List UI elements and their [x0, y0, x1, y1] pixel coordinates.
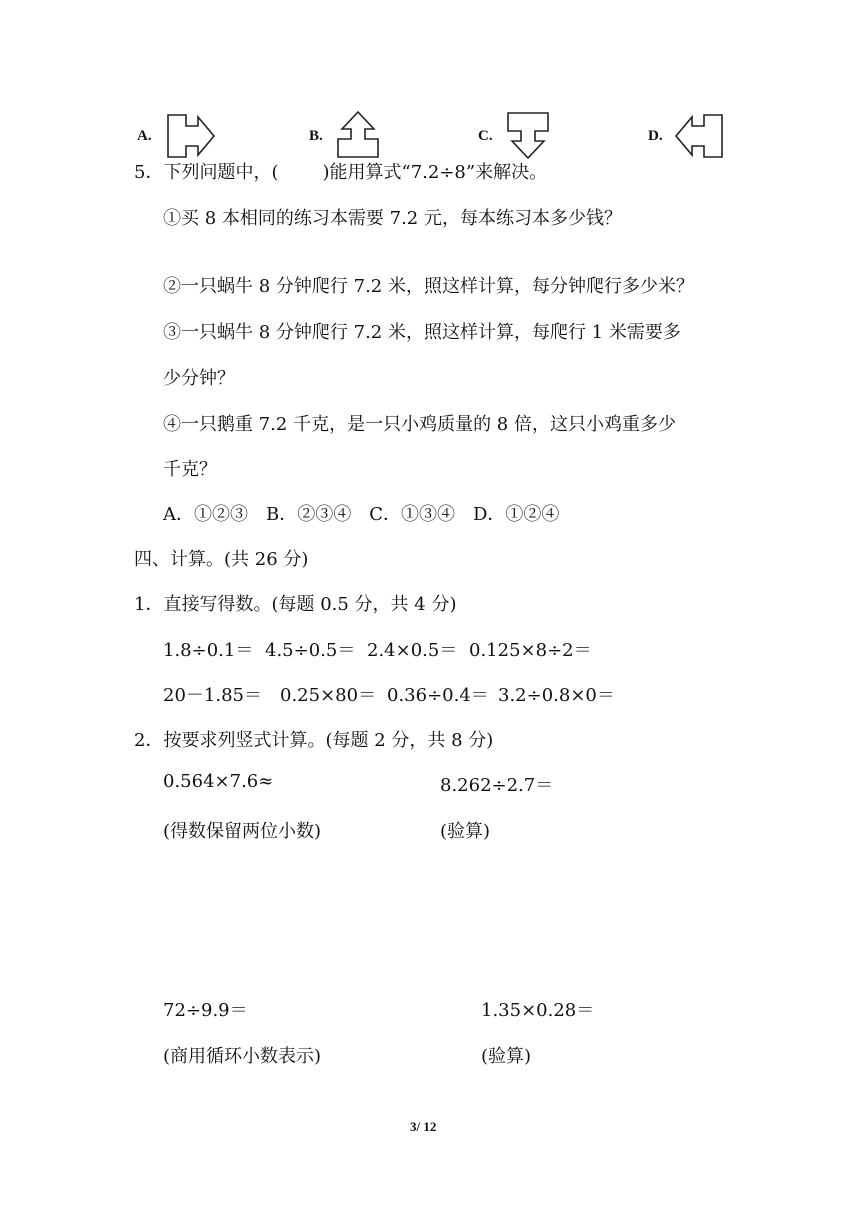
calc-q1-expr-3: 2.4×0.5＝: [367, 640, 458, 661]
calc-q1-expr-5: 20－1.85＝: [163, 685, 262, 706]
calc-q2-note-2: (验算): [440, 821, 491, 842]
question-5-stem-before: 5．下列问题中，(: [134, 162, 279, 183]
calc-q2-note-1: (得数保留两位小数): [163, 821, 322, 842]
option-b-label: B.: [309, 128, 323, 144]
calc-q2-expr-2: 8.262÷2.7＝: [440, 775, 554, 796]
down-arrow-shape-icon: [504, 111, 552, 161]
calc-q1-expr-8: 3.2÷0.8×0＝: [498, 685, 615, 706]
question-5-item-3-line-1: ③一只蜗牛 8 分钟爬行 7.2 米，照这样计算，每爬行 1 米需要多: [163, 322, 681, 343]
question-5-choices: A．①②③ B．②③④ C．①③④ D．①②④: [163, 504, 560, 525]
question-5-item-4-line-2: 千克？: [163, 459, 217, 480]
option-a-label: A.: [137, 128, 152, 144]
option-c-label: C.: [478, 128, 493, 144]
calc-q2-note-4: (验算): [481, 1046, 532, 1067]
page-number: 3/ 12: [410, 1119, 437, 1134]
section-4-heading: 四、计算。(共 26 分): [134, 549, 309, 570]
calc-q2-title: 2．按要求列竖式计算。(每题 2 分，共 8 分): [134, 730, 494, 751]
option-d-label: D.: [648, 128, 663, 144]
calc-q1-expr-6: 0.25×80＝: [280, 685, 377, 706]
calc-q1-expr-7: 0.36÷0.4＝: [387, 685, 489, 706]
calc-q1-expr-4: 0.125×8÷2＝: [469, 640, 592, 661]
question-5-stem-after: )能用算式“7.2÷8”来解决。: [322, 162, 548, 183]
calc-q2-expr-1: 0.564×7.6≈: [163, 771, 274, 792]
calc-q2-expr-3: 72÷9.9＝: [163, 1000, 248, 1021]
calc-q2-note-3: (商用循环小数表示): [163, 1046, 322, 1067]
question-5-item-1: ①买 8 本相同的练习本需要 7.2 元，每本练习本多少钱？: [163, 208, 622, 229]
calc-q1-title: 1．直接写得数。(每题 0.5 分，共 4 分): [134, 594, 457, 615]
question-5-item-2: ②一只蜗牛 8 分钟爬行 7.2 米，照这样计算，每分钟爬行多少米？: [163, 276, 694, 297]
calc-q2-expr-4: 1.35×0.28＝: [481, 1000, 595, 1021]
question-5-item-4-line-1: ④一只鹅重 7.2 千克，是一只小鸡质量的 8 倍，这只小鸡重多少: [163, 414, 676, 435]
calc-q1-expr-1: 1.8÷0.1＝: [163, 640, 254, 661]
question-5-stem: [134, 158, 547, 184]
question-5-item-3-line-2: 少分钟？: [163, 368, 235, 389]
right-arrow-shape-icon: [164, 113, 218, 159]
calc-q1-expr-2: 4.5÷0.5＝: [265, 640, 356, 661]
left-arrow-shape-icon: [672, 113, 726, 159]
up-arrow-shape-icon: [334, 110, 382, 160]
